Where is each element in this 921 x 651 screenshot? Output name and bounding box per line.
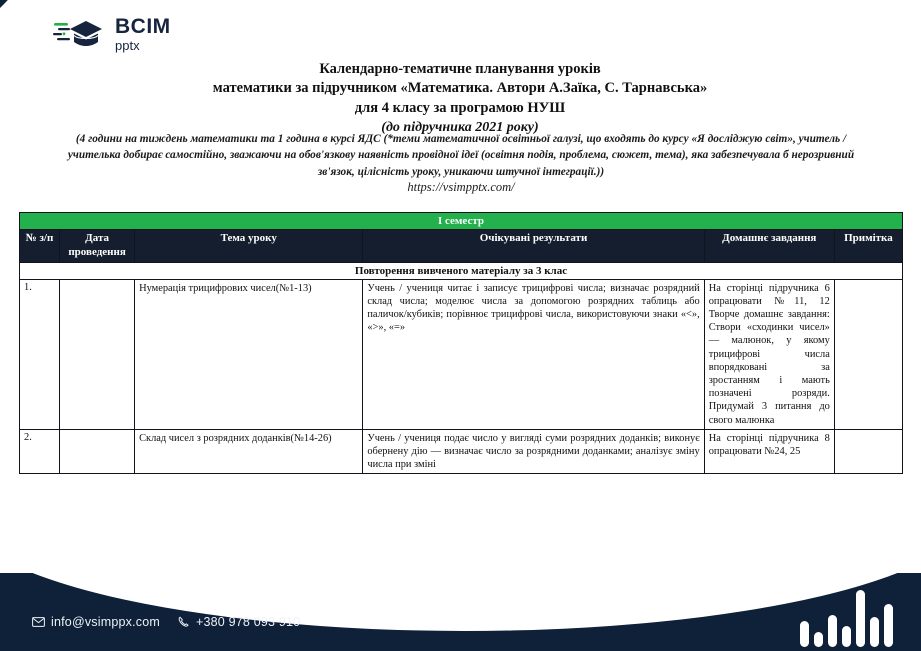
section-header-row	[20, 262, 903, 279]
source-url: https://vsimpptx.com/	[407, 180, 515, 194]
decor-bar	[842, 626, 851, 647]
cell-number: 1.	[20, 279, 60, 429]
cell-remark[interactable]	[834, 429, 902, 474]
brand-name: BCIM	[115, 15, 171, 38]
graduation-cap-icon	[52, 17, 108, 51]
footer-email-text: info@vsimppx.com	[51, 615, 160, 629]
footer-phone[interactable]	[178, 615, 300, 629]
footer-phone-text: +380 978 093 910	[195, 615, 301, 629]
cell-results: Учень / учениця подає число у вигляді суми розрядних доданків; виконує обернену дію — визначає число за розрядними доданками; аналізує зміну числа при зміні	[363, 429, 704, 474]
lesson-plan-table-wrapper	[19, 212, 903, 474]
table-row[interactable]	[20, 279, 903, 429]
table-row[interactable]	[20, 429, 903, 474]
title-line-4: (до підручника 2021 року)	[381, 119, 539, 135]
cell-homework: На сторінці підручника 6 опрацювати №11, 12 Творче домашнє завдання: Створи «сходинки чисел» — малюнок, у якому трицифрові числа впорядковані за зростанням і мають позначені розряди. Придумай 3 питання до свого малюнка	[704, 279, 834, 429]
semester-header-row	[20, 213, 903, 230]
column-header-number[interactable]: № з/п	[20, 230, 60, 263]
envelope-icon	[32, 617, 45, 627]
cell-remark[interactable]	[834, 279, 902, 429]
cell-date[interactable]	[60, 429, 135, 474]
cell-homework: На сторінці підручника 8 опрацювати №24, 25	[704, 429, 834, 474]
footer-band	[0, 573, 921, 651]
decor-bar	[814, 632, 823, 647]
brand-logo-text	[115, 16, 171, 52]
cell-number: 2.	[20, 429, 60, 474]
cell-results: Учень / учениця читає і записує трицифрові числа; визначає розрядний склад числа; моделює числа за допомогою розрядних таблиць або паличок/кубиків; порівнює трицифрові числа, використовуючи знаки «<», «>», «=»	[363, 279, 704, 429]
footer-contact-info	[32, 615, 300, 629]
column-header-homework[interactable]: Домашнє завдання	[704, 230, 834, 263]
decor-bar	[870, 617, 879, 647]
cell-date[interactable]	[60, 279, 135, 429]
column-header-topic[interactable]: Тема уроку	[135, 230, 363, 263]
section-label: Повторення вивченого матеріалу за 3 клас	[20, 262, 903, 279]
title-line-2: математики за підручником «Математика. Автори А.Заїка, С. Тарнавська»	[212, 80, 708, 97]
lesson-plan-table	[19, 212, 903, 474]
column-header-results[interactable]: Очікувані результати	[363, 230, 704, 263]
semester-label: І семестр	[20, 213, 903, 230]
table-header-row	[20, 230, 903, 263]
column-header-remark[interactable]: Примітка	[834, 230, 902, 263]
title-line-3: для 4 класу за програмою НУШ	[354, 99, 566, 116]
footer-email[interactable]	[32, 615, 160, 629]
decor-bar	[884, 604, 893, 647]
cell-topic: Нумерація трицифрових чисел(№1-13)	[135, 279, 363, 429]
explanatory-note: (4 години на тиждень математики та 1 година в курсі ЯДС (*теми математичної освітньої галузі, що входять до курсу «Я досліджую світ», учитель / учителька добирає самостійно, зважаючи на обов'язкову наявність провідної ідеї (освітня подія, проблема, сюжет, тема), яка забезпечувала б нерозривний зв'язок, цілісність уроку, уникаючи штучної інтеграції.))	[67, 133, 855, 178]
phone-icon	[178, 616, 190, 628]
decor-bar	[856, 590, 865, 647]
cell-topic: Склад чисел з розрядних доданків(№14-26)	[135, 429, 363, 474]
title-line-1: Календарно-тематичне планування уроків	[319, 61, 601, 77]
page-title	[60, 60, 860, 138]
decor-bar	[800, 621, 809, 647]
decor-bar	[828, 615, 837, 647]
bar-chart-decoration	[800, 590, 893, 647]
column-header-date[interactable]: Дата проведення	[60, 230, 135, 263]
brand-tagline: pptx	[115, 38, 140, 53]
brand-logo	[52, 16, 171, 52]
